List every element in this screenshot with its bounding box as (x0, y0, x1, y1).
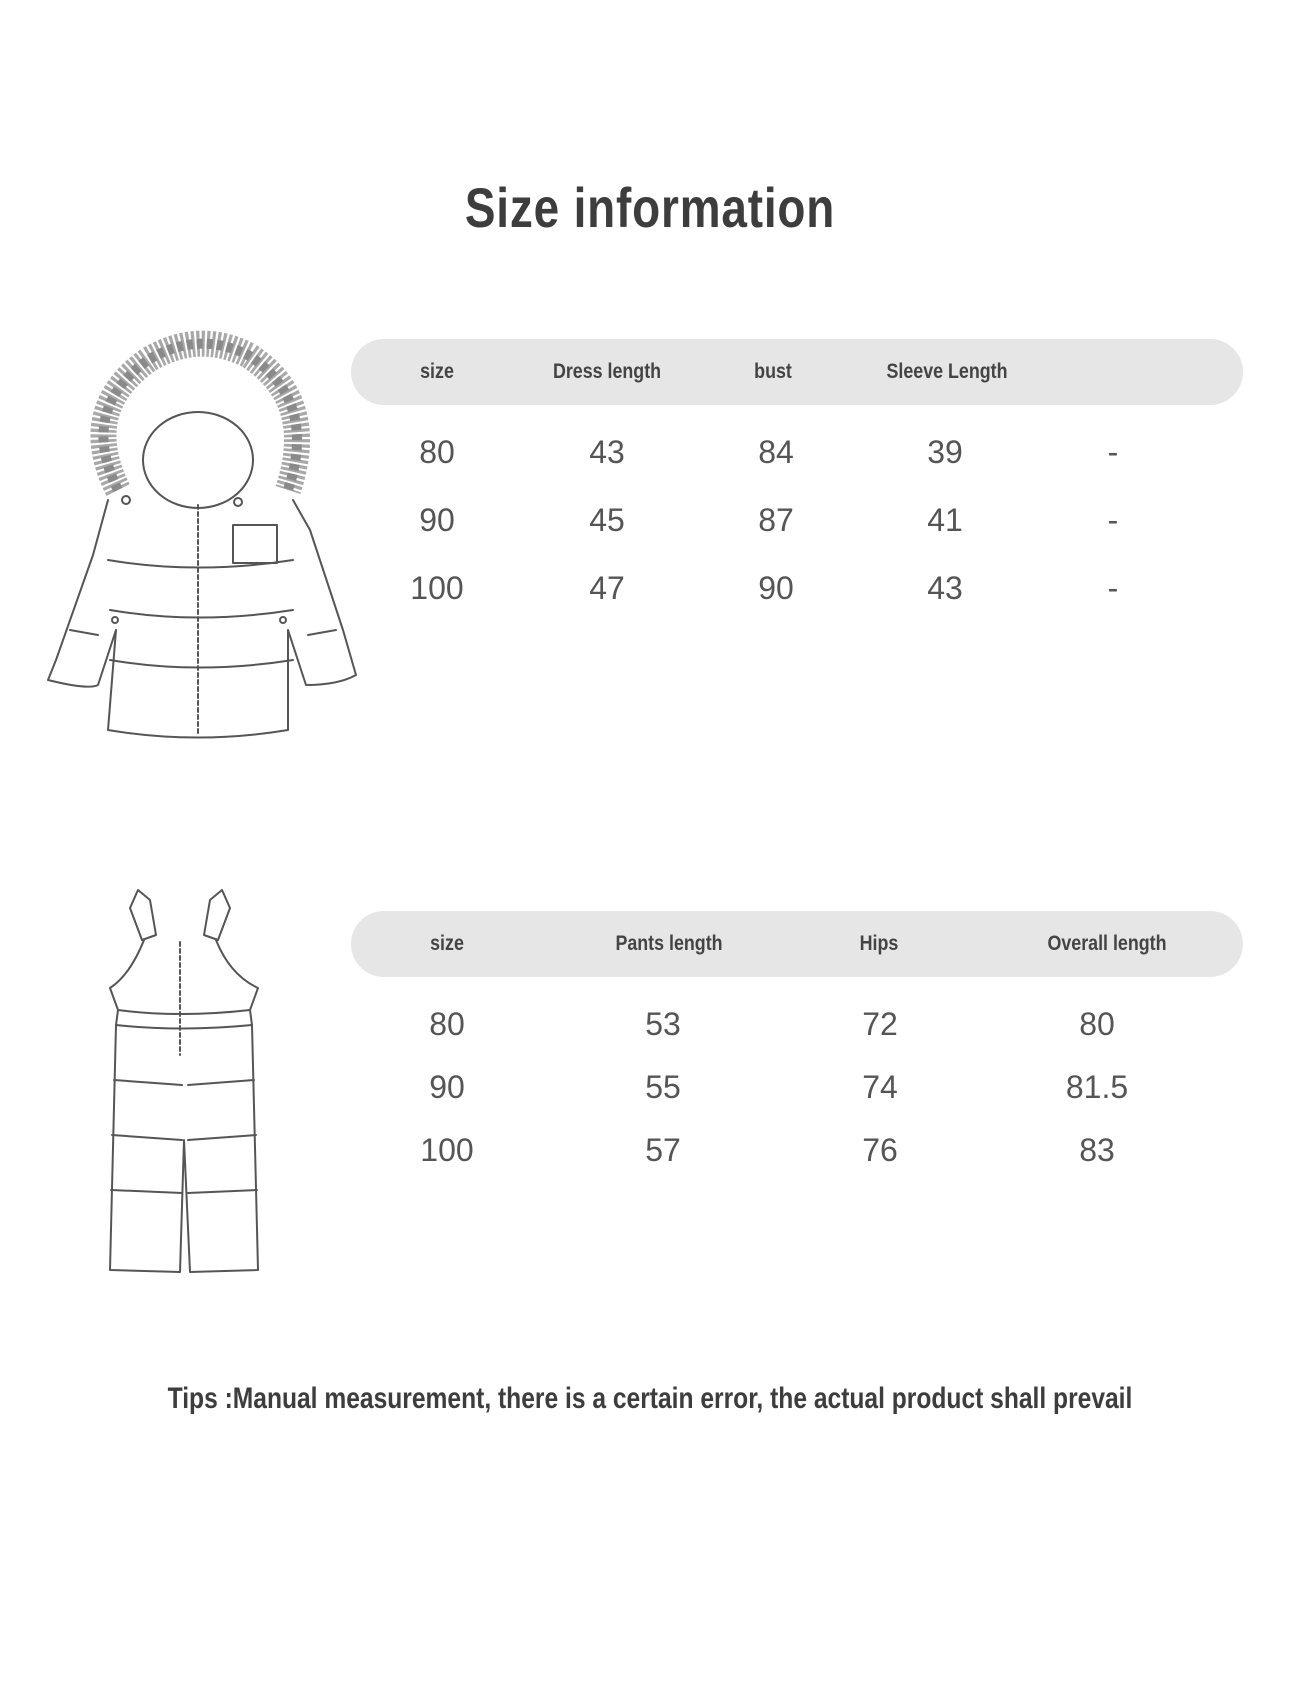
coat-table-header (351, 339, 1243, 405)
pants-cell-hips: 74 (862, 1069, 898, 1105)
pants-header-pants-length: Pants length (615, 932, 723, 955)
pants-cell-pants-length: 55 (645, 1069, 681, 1105)
coat-cell-sleeve-length: 43 (927, 570, 963, 606)
pants-cell-hips: 76 (862, 1132, 898, 1168)
coat-table-row (0, 432, 1300, 472)
coat-cell-extra: - (1107, 502, 1119, 538)
page-title: Size information (464, 176, 836, 239)
pants-cell-hips: 72 (862, 1006, 898, 1042)
pants-table-header (351, 911, 1243, 977)
coat-cell-dress-length: 47 (589, 570, 625, 606)
pants-header-hips: Hips (859, 932, 899, 955)
pants-cell-size: 80 (429, 1006, 465, 1042)
coat-cell-bust: 84 (758, 434, 794, 470)
pants-table-row (0, 1067, 1300, 1107)
pants-cell-overall-length: 81.5 (1065, 1069, 1129, 1105)
coat-cell-dress-length: 45 (589, 502, 625, 538)
coat-cell-size: 100 (410, 570, 464, 606)
pants-table-row (0, 1004, 1300, 1044)
tips-note: Tips :Manual measurement, there is a certain error, the actual product shall prevail (167, 1382, 1133, 1415)
coat-header-size: size (420, 360, 454, 383)
coat-cell-bust: 87 (758, 502, 794, 538)
coat-cell-bust: 90 (758, 570, 794, 606)
pants-cell-overall-length: 80 (1079, 1006, 1115, 1042)
coat-cell-sleeve-length: 39 (927, 434, 963, 470)
pants-header-overall-length: Overall length (1047, 932, 1167, 955)
coat-cell-extra: - (1107, 570, 1119, 606)
pants-cell-pants-length: 57 (645, 1132, 681, 1168)
pants-header-size: size (430, 932, 464, 955)
coat-cell-dress-length: 43 (589, 434, 625, 470)
coat-cell-sleeve-length: 41 (927, 502, 963, 538)
coat-header-sleeve-length: Sleeve Length (886, 360, 1008, 383)
pants-cell-overall-length: 83 (1079, 1132, 1115, 1168)
coat-cell-extra: - (1107, 434, 1119, 470)
pants-table-row (0, 1130, 1300, 1170)
pants-cell-size: 100 (420, 1132, 474, 1168)
pants-cell-pants-length: 53 (645, 1006, 681, 1042)
coat-header-bust: bust (754, 360, 792, 383)
coat-cell-size: 80 (419, 434, 455, 470)
coat-cell-size: 90 (419, 502, 455, 538)
coat-table-row (0, 500, 1300, 540)
coat-table-row (0, 568, 1300, 608)
pants-cell-size: 90 (429, 1069, 465, 1105)
coat-header-dress-length: Dress length (552, 360, 662, 383)
